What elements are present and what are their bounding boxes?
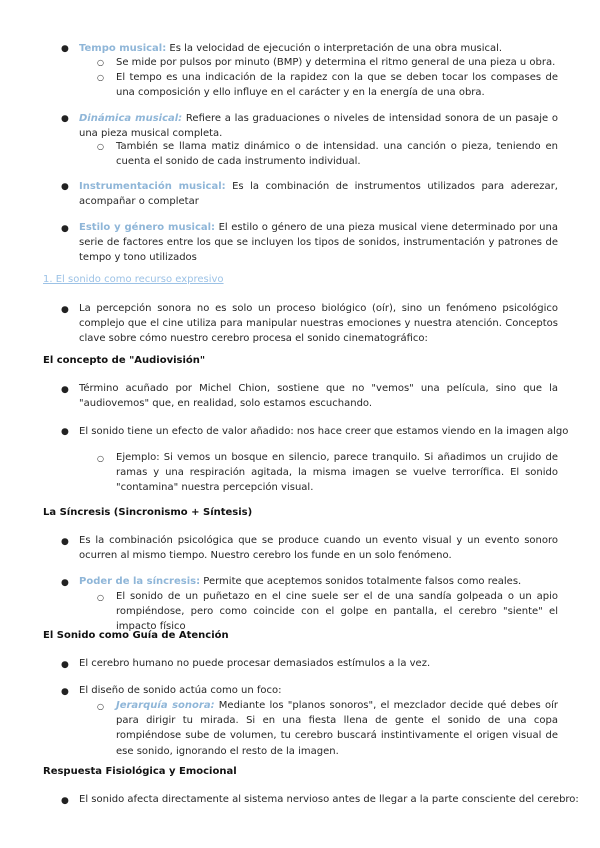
- sub-bullet-icon: ○: [97, 593, 104, 602]
- audiovision-item-1: Término acuñado por Michel Chion, sostiene que no "vemos" una película, sino que la "audiovemos" que, en realidad, solo estamos escuchando.: [79, 383, 558, 410]
- term-poder-sincresis: Poder de la síncresis:: [79, 576, 201, 587]
- sub-item-tempo-1: Se mide por pulsos por minuto (BMP) y determina el ritmo general de una pieza u obra.: [116, 57, 556, 68]
- sincresis-example: El sonido de un puñetazo en el cine suele ser el de una sandía golpeada o un apio rompiéndose, pero como coincide con el golpe en pantalla, el cerebro "siente" el impacto físico: [116, 591, 558, 633]
- sub-bullet-icon: ○: [97, 702, 104, 711]
- guia-item-1: El cerebro humano no puede procesar demasiados estímulos a la vez.: [79, 658, 431, 669]
- bullet-icon: ●: [61, 224, 69, 234]
- sub-bullet-icon: ○: [97, 454, 104, 463]
- respuesta-item-1: El sonido afecta directamente al sistema nervioso antes de llegar a la parte consciente del cerebro:: [79, 794, 579, 805]
- text-estilo: El estilo o género de una pieza musical viene determinado por una serie de factores entre los que se incluyen los tipos de sonidos, instrumentación y patrones de tempo y tono utilizados: [79, 222, 558, 264]
- sub-bullet-icon: ○: [97, 73, 104, 82]
- bullet-icon: ●: [61, 44, 69, 54]
- bullet-icon: ●: [61, 796, 69, 806]
- term-tempo: Tempo musical:: [79, 43, 167, 54]
- guia-item-2: El diseño de sonido actúa como un foco:: [79, 685, 282, 696]
- heading-audiovision: El concepto de "Audiovisión": [43, 355, 206, 366]
- bullet-icon: ●: [61, 687, 69, 697]
- text-dinamica: Refiere a las graduaciones o niveles de intensidad sonora de un pasaje o una pieza musical completa.: [79, 113, 558, 140]
- bullet-icon: ●: [61, 427, 69, 437]
- audiovision-example: Ejemplo: Si vemos un bosque en silencio, parece tranquilo. Si añadimos un crujido de ramas y una respiración agitada, la misma imagen se vuelve terrorífica. El sonido "contamina" nuestra percepción visual.: [116, 452, 558, 494]
- list-item-instrumentacion: [79, 179, 558, 209]
- audiovision-item-2: El sonido tiene un efecto de valor añadido: nos hace creer que estamos viendo en la imagen algo: [79, 426, 569, 437]
- bullet-icon: ●: [61, 114, 69, 124]
- heading-sincresis: La Síncresis (Sincronismo + Síntesis): [43, 507, 253, 518]
- list-item-dinamica: [79, 111, 558, 141]
- guia-jerarquia: [116, 698, 558, 759]
- sub-item-dinamica-1: También se llama matiz dinámico o de intensidad. una canción o pieza, teniendo en cuenta el sonido de cada instrumento individual.: [116, 141, 558, 168]
- text-tempo: Es la velocidad de ejecución o interpretación de una obra musical.: [166, 43, 503, 54]
- bullet-icon: ●: [61, 305, 69, 315]
- sub-item-tempo-2: El tempo es una indicación de la rapidez con la que se deben tocar los compases de una composición y ello influye en el carácter y en la energía de una obra.: [116, 72, 558, 99]
- text-jerarquia: Mediante los "planos sonoros", el mezclador decide qué debes oír para dirigir tu mirada. Si en una fiesta llena de gente el sonido de una copa rompiéndose sube de volumen, tu cerebro buscará instintivamente el origen visual de ese sonido, ignorando el resto de la imagen.: [116, 700, 558, 757]
- intro-paragraph: La percepción sonora no es solo un proceso biológico (oír), sino un fenómeno psicológico complejo que el cine utiliza para manipular nuestras emociones y nuestra atención. Conceptos clave sobre cómo nuestro cerebro procesa el sonido cinematográfico:: [79, 303, 558, 345]
- sincresis-item-2: [79, 574, 558, 589]
- list-item-estilo: [79, 220, 558, 266]
- bullet-icon: ●: [61, 182, 69, 192]
- sub-bullet-icon: ○: [97, 58, 104, 67]
- term-instrumentacion: Instrumentación musical:: [79, 181, 226, 192]
- term-dinamica: Dinámica musical:: [79, 113, 183, 124]
- sincresis-item-1: Es la combinación psicológica que se produce cuando un evento visual y un evento sonoro ocurren al mismo tiempo. Nuestro cerebro los funde en un solo fenómeno.: [79, 535, 558, 562]
- heading-guia-atencion: El Sonido como Guía de Atención: [43, 630, 229, 641]
- term-estilo: Estilo y género musical:: [79, 222, 216, 233]
- section-title-link[interactable]: 1. El sonido como recurso expresivo: [43, 274, 224, 285]
- text-instrumentacion: Es la combinación de instrumentos utilizados para aderezar, acompañar o completar: [79, 181, 558, 208]
- list-item-tempo: [79, 41, 559, 56]
- sub-bullet-icon: ○: [97, 142, 104, 151]
- bullet-icon: ●: [61, 385, 69, 395]
- bullet-icon: ●: [61, 660, 69, 670]
- text-poder-sincresis: Permite que aceptemos sonidos totalmente falsos como reales.: [200, 576, 522, 587]
- bullet-icon: ●: [61, 578, 69, 588]
- bullet-icon: ●: [61, 537, 69, 547]
- term-jerarquia: Jerarquía sonora:: [116, 700, 215, 711]
- heading-respuesta: Respuesta Fisiológica y Emocional: [43, 766, 237, 777]
